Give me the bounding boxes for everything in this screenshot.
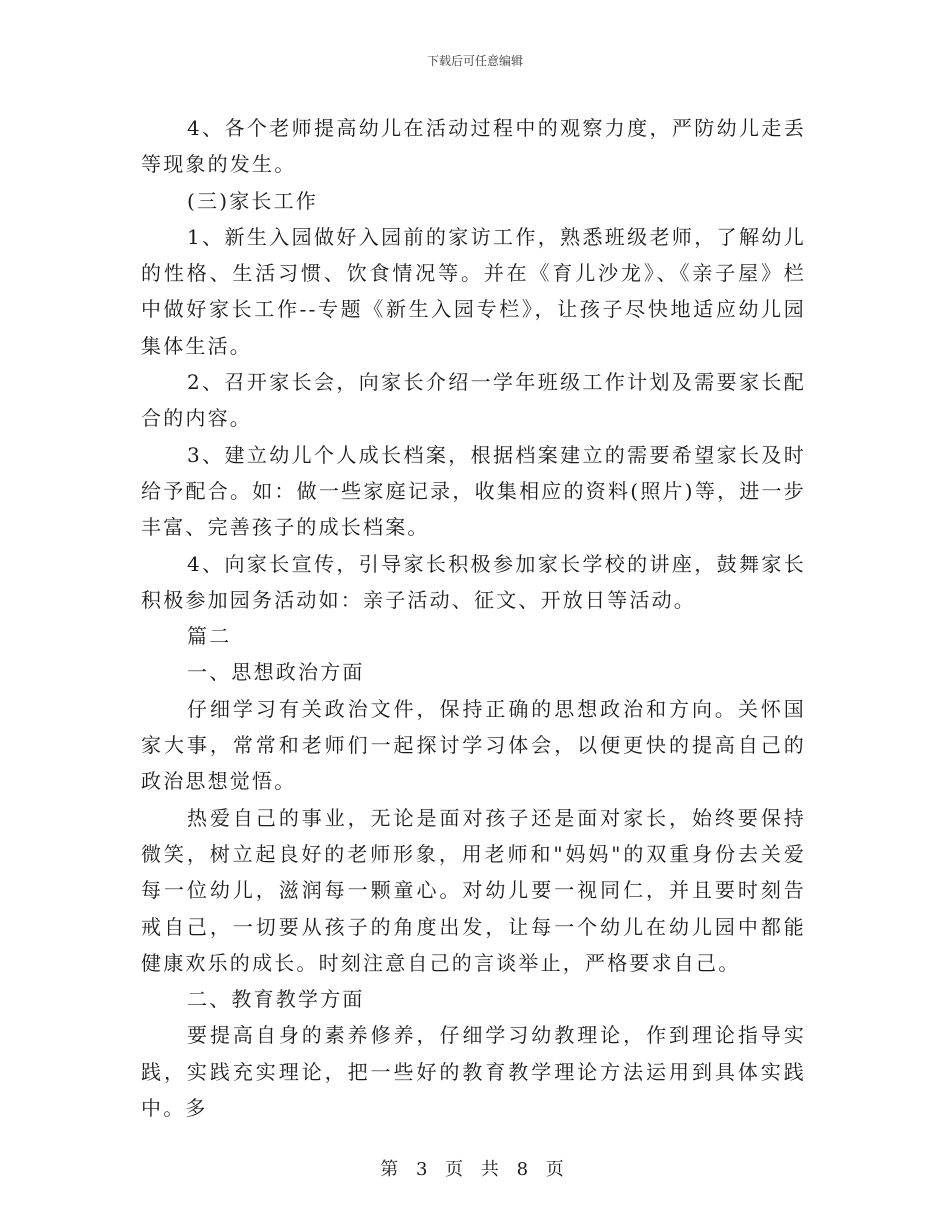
paragraph-4: 3、建立幼儿个人成长档案，根据档案建立的需要希望家长及时给予配合。如：做一些家庭记录，收集相应的资料(照片)等，进一步丰富、完善孩子的成长档案。 — [141, 442, 806, 540]
paragraph-7: 热爱自己的事业，无论是面对孩子还是面对家长，始终要保持微笑，树立起良好的老师形象，用老师和"妈妈"的双重身份去关爱每一位幼儿，滋润每一颗童心。对幼儿要一视同仁，并且要时刻告戒自己，一切要从孩子的角度出发，让每一个幼儿在幼儿园中都能健康欢乐的成长。时刻注意自己的言谈举止，严格要求自己。 — [141, 805, 806, 975]
section-heading-education: 二、教育教学方面 — [187, 987, 365, 1012]
paragraph-2: 1、新生入园做好入园前的家访工作，熟悉班级老师，了解幼儿的性格、生活习惯、饮食情况等。并在《育儿沙龙》、《亲子屋》栏中做好家长工作--专题《新生入园专栏》，让孩子尽快地适应幼儿园集体生活。 — [141, 224, 806, 358]
page-number: 第 3 页 共 8 页 — [380, 1159, 570, 1180]
paragraph-6: 仔细学习有关政治文件，保持正确的思想政治和方向。关怀国家大事，常常和老师们一起探讨学习体会，以便更快的提高自己的政治思想觉悟。 — [141, 696, 806, 794]
paragraph-1: 4、各个老师提高幼儿在活动过程中的观察力度，严防幼儿走丢等现象的发生。 — [141, 116, 806, 177]
paragraph-3: 2、召开家长会，向家长介绍一学年班级工作计划及需要家长配合的内容。 — [141, 370, 806, 431]
section-heading-parent-work: (三)家长工作 — [187, 188, 319, 213]
paragraph-5: 4、向家长宣传，引导家长积极参加家长学校的讲座，鼓舞家长积极参加园务活动如：亲子活动、征文、开放日等活动。 — [141, 551, 806, 612]
chapter-heading: 篇二 — [187, 624, 232, 649]
document-body — [141, 110, 806, 1126]
section-heading-politics: 一、思想政治方面 — [187, 660, 365, 685]
page-header: 下载后可任意编辑 — [426, 54, 523, 68]
paragraph-8: 要提高自身的素养修养，仔细学习幼教理论，作到理论指导实践，实践充实理论，把一些好的教育教学理论方法运用到具体实践中。多 — [141, 1023, 806, 1121]
